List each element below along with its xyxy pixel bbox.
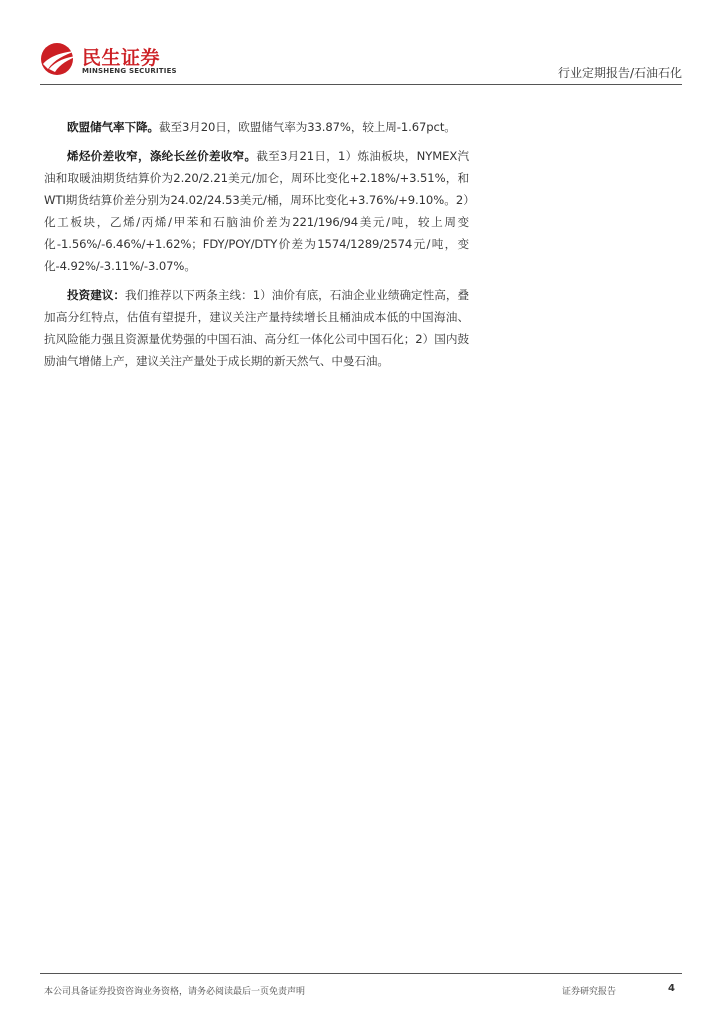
paragraph-spreads: [44, 145, 469, 277]
paragraph-lead: 欧盟储气率下降。: [67, 120, 159, 134]
footer-disclaimer: 本公司具备证券投资咨询业务资格，请务必阅读最后一页免责声明: [44, 987, 306, 997]
paragraph-investment-advice: [44, 284, 469, 372]
minsheng-logo: [40, 40, 200, 80]
paragraph-text: 我们推荐以下两条主线：1）油价有底，石油企业业绩确定性高，叠加高分红特点，估值有望提升，建议关注产量持续增长且桶油成本低的中国海油、抗风险能力强且资源量优势强的中国石油、高分红一体化公司中国石化；2）国内鼓励油气增储上产，建议关注产量处于成长期的新天然气、中曼石油。: [44, 288, 469, 368]
footer-doc-type: 证券研究报告: [562, 987, 617, 997]
paragraph-text: 截至3月20日，欧盟储气率为33.87%，较上周-1.67pct。: [158, 120, 456, 134]
paragraph-text: 截至3月21日，1）炼油板块，NYMEX汽油和取暖油期货结算价为2.20/2.21美元/加仑，周环比变化+2.18%/+3.51%，和WTI期货结算价差分别为24.02/24.53美元/桶，周环比变化+3.76%/+9.10%。2）化工板块，乙烯/丙烯/甲苯和石脑油价差为221/196/94美元/吨，较上周变化-1.56%/-6.46%/+1.62%；FDY/POY/DTY价差为1574/1289/2574元/吨，变化-4.92%/-3.11%/-3.07%。: [44, 149, 469, 273]
paragraph-lead: 烯烃价差收窄，涤纶长丝价差收窄。: [67, 149, 257, 163]
paragraph-lead: 投资建议：: [67, 288, 126, 302]
header-divider: [40, 84, 682, 85]
footer-divider: [40, 973, 682, 974]
brand-name-en: MINSHENG SECURITIES: [82, 67, 177, 75]
brand-name-cn: 民生证券: [82, 47, 161, 69]
page-number: 4: [668, 983, 675, 994]
minsheng-logo-icon: [40, 42, 78, 76]
paragraph-eu-gas-storage: [44, 116, 469, 138]
report-body: [44, 116, 469, 379]
report-type-title: 行业定期报告/石油石化: [557, 66, 682, 80]
page-header: [40, 40, 682, 84]
